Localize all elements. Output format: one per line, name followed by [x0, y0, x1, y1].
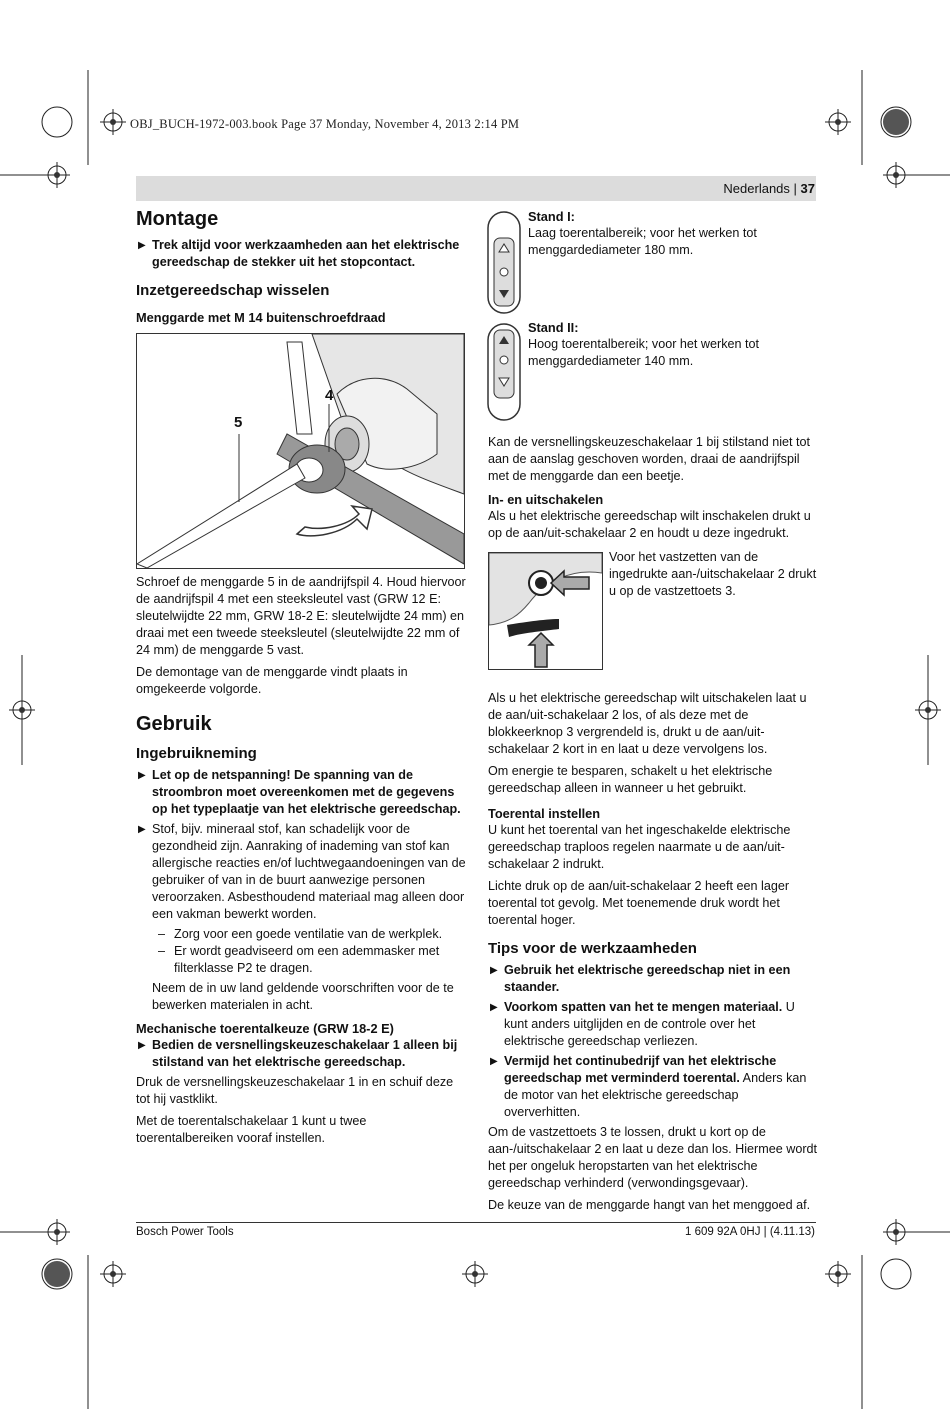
header-bar: [136, 176, 816, 201]
tips-title: Tips voor de werkzaamheden: [488, 940, 697, 957]
toerental-switch-paragraph: Met de toerentalschakelaar 1 kunt u twee toerentalbereiken vooraf instellen.: [136, 1114, 367, 1145]
switch-position-1-icon: [486, 210, 522, 315]
tip-bullet-2: [488, 999, 818, 1050]
stand2-block: [528, 319, 818, 375]
stand1-block: [528, 208, 818, 264]
dash-item-text: Zorg voor een goede ventilatie van de werkplek.: [174, 927, 443, 941]
wrench-figure: [136, 333, 465, 569]
bullet-arrow-icon: ▶: [490, 1002, 498, 1013]
stof-bullet-text: Stof, bijv. mineraal stof, kan schadelijk voor de gezondheid zijn. Aanraking of inademing van stof kan allergische reacties en/of luchtwegaandoeningen van de gebruiker of van in de buurt aanwezige personen veroorzaken. Asbesthoudend materiaal mag alleen door een vakman bewerkt worden.: [152, 822, 466, 921]
druk-paragraph: Druk de versnellingskeuzeschakelaar 1 in en schuif deze tot hij vastklikt.: [136, 1075, 454, 1106]
wrench-illustration: [137, 334, 464, 568]
right-column-top: [488, 434, 818, 547]
kan-paragraph: Kan de versnellingskeuzeschakelaar 1 bij stilstand niet tot aan de aanslag geschoven worden, draai de aandrijfspil met de menggarde dan een beetje.: [488, 435, 811, 483]
footer-rule: [136, 1222, 816, 1223]
bullet-arrow-icon: ▶: [138, 824, 146, 835]
bullet-arrow-icon: ▶: [490, 1056, 498, 1067]
stof-bullet: [136, 821, 466, 923]
dash-item-text: Er wordt geadviseerd om een ademmasker met filterklasse P2 te dragen.: [174, 944, 440, 975]
mech-title: Mechanische toerentalkeuze (GRW 18-2 E): [136, 1021, 394, 1036]
stand2-text: Hoog toerentalbereik; voor het werken tot menggardediameter 140 mm.: [528, 337, 760, 368]
net-bullet: [136, 767, 466, 818]
dash-item: – Zorg voor een goede ventilatie van de werkplek.: [158, 927, 443, 941]
print-meta: OBJ_BUCH-1972-003.book Page 37 Monday, November 4, 2013 2:14 PM: [130, 117, 520, 131]
tip3-bold-text: Vermijd het continubedrijf van het elektrische gereedschap met verminderd toerental.: [504, 1054, 777, 1085]
lock-button-illustration: [489, 553, 602, 669]
stand1-title: Stand I:: [528, 209, 575, 224]
net-bullet-text: Let op de netspanning! De spanning van de stroombron moet overeenkomen met de gegevens op het typeplaatje van het elektrische gereedschap.: [152, 768, 461, 816]
bullet-arrow-icon: ▶: [490, 965, 498, 976]
tip3-rest-text: Anders kan de motor van het elektrische gereedschap oververhitten.: [504, 1071, 807, 1119]
toerental-title: Toerental instellen: [488, 806, 601, 821]
uitschakelen-paragraph: Als u het elektrische gereedschap wilt uitschakelen laat u de aan/uit-schakelaar 2 los, of als deze met de blokkeerknop 3 vergrendeld is, drukt u de aan/uit-schakelaar 2 kort in en laat u deze vervolgens los.: [488, 691, 807, 756]
tip-bullet-3: [488, 1053, 818, 1121]
m14-title: Menggarde met M 14 buitenschroefdraad: [136, 310, 386, 325]
bullet-arrow-icon: ▶: [138, 770, 146, 781]
toerental-paragraph: U kunt het toerental van het ingeschakelde elektrische gereedschap traploos regelen naarmate u de aan/uit-schakelaar 2 indrukt.: [488, 823, 791, 871]
montage-title: Montage: [136, 208, 219, 230]
mech-bullet: [136, 1037, 466, 1071]
bullet-arrow-icon: ▶: [138, 240, 146, 251]
inschakelen-paragraph: Als u het elektrische gereedschap wilt inschakelen drukt u op de aan/uit-schakelaar 2 en houdt u deze ingedrukt.: [488, 509, 811, 540]
left-column-top: [136, 207, 466, 326]
energie-paragraph: Om energie te besparen, schakelt u het elektrische gereedschap alleen in wanneer u het gebruikt.: [488, 764, 773, 795]
switch-position-2-icon: [486, 322, 522, 422]
header-separator: |: [789, 181, 801, 196]
bullet-arrow-icon: ▶: [138, 1040, 146, 1051]
tip2-bold-text: Voorkom spatten van het te mengen materiaal.: [504, 1000, 783, 1014]
footer-left: Bosch Power Tools: [136, 1226, 234, 1238]
lichte-paragraph: Lichte druk op de aan/uit-schakelaar 2 heeft een lager toerental tot gevolg. Met toenemende druk wordt het toerental hoger.: [488, 879, 790, 927]
stand2-title: Stand II:: [528, 320, 579, 335]
stand1-text: Laag toerentalbereik; voor het werken tot menggardediameter 180 mm.: [528, 226, 757, 257]
screw-paragraph: Schroef de menggarde 5 in de aandrijfspil 4. Houd hiervoor de aandrijfspil 4 met een steeksleutel vast (GRW 12 E: sleutelwijdte 22 mm, GRW 18-2 E: sleutelwijdte 24 mm) en draai met een tweede steeksleutel (sleutelwijdte 22 mm of 24 mm) de menggarde 5 vast.: [136, 575, 466, 657]
footer-right: 1 609 92A 0HJ | (4.11.13): [685, 1226, 815, 1238]
lossen-paragraph: Om de vastzettoets 3 te lossen, drukt u kort op de aan-/uitschakelaar 2 en laat u deze dan los. Hiermee wordt het per ongeluk heropstarten van het elektrische gereedschap verhinderd (verwondingsgevaar).: [488, 1125, 818, 1190]
figure-label-4: 4: [325, 387, 334, 404]
header-language-label: Nederlands: [723, 181, 790, 196]
lock-button-figure: [488, 552, 603, 670]
montage-bullet-text: Trek altijd voor werkzaamheden aan het elektrische gereedschap de stekker uit het stopcontact.: [152, 238, 460, 269]
header-language: [723, 181, 815, 196]
tip1-text: Gebruik het elektrische gereedschap niet in een staander.: [504, 963, 791, 994]
vastzetten-block: [609, 549, 817, 605]
insert-title: Inzetgereedschap wisselen: [136, 282, 330, 299]
mech-bullet-text: Bedien de versnellingskeuzeschakelaar 1 alleen bij stilstand van het elektrische gereedschap.: [152, 1038, 458, 1069]
keuze-paragraph: De keuze van de menggarde hangt van het menggoed af.: [488, 1198, 811, 1212]
figure-label-5: 5: [234, 414, 243, 431]
vastzetten-paragraph: Voor het vastzetten van de ingedrukte aan-/uitschakelaar 2 drukt u op de vastzettoets 3.: [609, 550, 817, 598]
page-number: 37: [800, 181, 815, 196]
inuit-title: In- en uitschakelen: [488, 492, 604, 507]
demontage-paragraph: De demontage van de menggarde vindt plaats in omgekeerde volgorde.: [136, 665, 408, 696]
tip-bullet-1: [488, 962, 818, 996]
dash-item: – Er wordt geadviseerd om een ademmasker met filterklasse P2 te dragen.: [158, 944, 440, 975]
voorschriften-paragraph: Neem de in uw land geldende voorschriften voor de te bewerken materialen in acht.: [152, 981, 454, 1012]
gebruik-title: Gebruik: [136, 713, 212, 735]
montage-bullet: [136, 237, 466, 271]
right-column-body: [488, 690, 818, 1219]
ingebruik-title: Ingebruikneming: [136, 745, 257, 762]
left-column-body: [136, 574, 466, 1152]
tip2-rest-text: U kunt anders uitglijden en de controle over het elektrische gereedschap verliezen.: [504, 1000, 795, 1048]
